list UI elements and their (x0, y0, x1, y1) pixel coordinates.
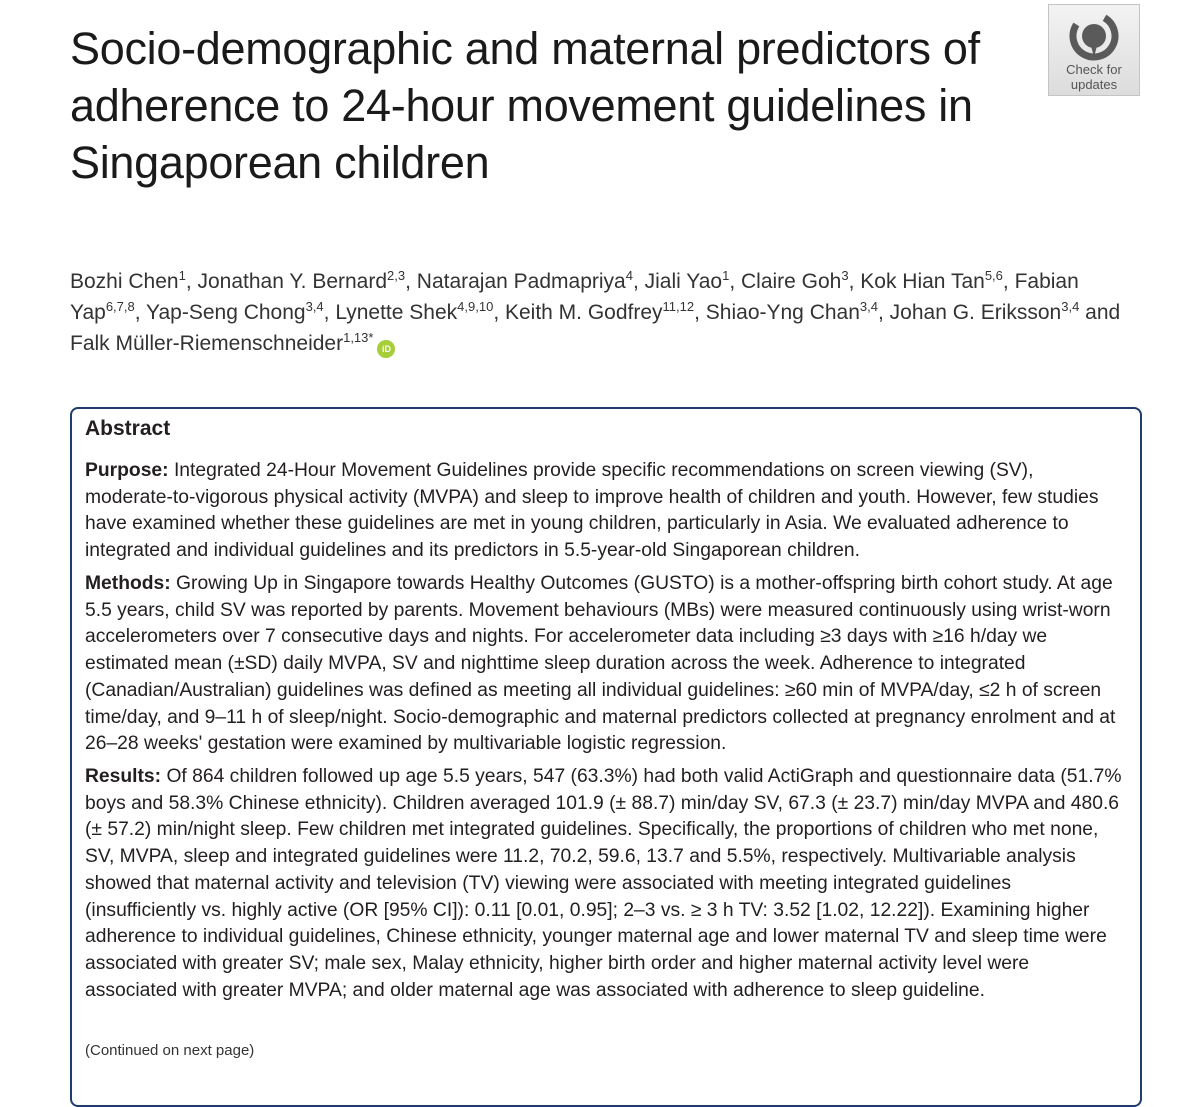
check-for-updates-icon (1069, 11, 1119, 61)
author-name: Bozhi Chen (70, 270, 179, 293)
author-affiliation: 4,9,10 (457, 299, 494, 314)
abstract-purpose (85, 458, 1125, 565)
badge-line-1: Check for (1066, 62, 1122, 77)
abstract-results (85, 764, 1125, 1004)
check-for-updates-button[interactable] (1048, 4, 1140, 96)
purpose-text: Integrated 24-Hour Movement Guidelines provide specific recommendations on screen viewing (SV), moderate-to-vigorous physical activity (MVPA) and sleep to improve health of children and youth. However, few studies have examined whether these guidelines are met in young children, particularly in Asia. We evaluated adherence to integrated and individual guidelines and its predictors in 5.5-year-old Singaporean children. (85, 460, 1099, 562)
paper-title: Socio-demographic and maternal predictors of adherence to 24-hour movement guidelines in Singaporean children (70, 23, 980, 188)
author-affiliation: 3 (841, 268, 849, 283)
abstract-heading: Abstract (85, 417, 171, 440)
author-affiliation: 3,4 (305, 299, 324, 314)
orcid-icon[interactable]: iD (377, 340, 395, 358)
author-and: and (1079, 301, 1121, 324)
methods-label: Methods: (85, 573, 171, 594)
author-name: Keith M. Godfrey (504, 301, 663, 324)
purpose-label: Purpose: (85, 460, 169, 481)
author-affiliation: 6,7,8 (105, 299, 135, 314)
author-affiliation: 1,13* (343, 330, 374, 345)
author-name: Johan G. Eriksson (889, 301, 1062, 324)
author-affiliation: 5,6 (984, 268, 1003, 283)
author-affiliation: 11,12 (662, 299, 695, 314)
author-name: Fabian Yap (70, 270, 1079, 324)
results-text: Of 864 children followed up age 5.5 years, 547 (63.3%) had both valid ActiGraph and questionnaire data (51.7% boys and 58.3% Chinese ethnicity). Children averaged 101.9 (± 88.7) min/day SV, 67.3 (± 23.7) min/day MVPA and 480.6 (± 57.2) min/night sleep. Few children met integrated guidelines. Specifically, the proportions of children who met none, SV, MVPA, sleep and integrated guidelines were 11.2, 70.2, 59.6, 13.7 and 5.5%, respectively. Multivariable analysis showed that maternal activity and television (TV) viewing were associated with meeting integrated guidelines (insufficiently vs. highly active (OR [95% CI]): 0.11 [0.01, 0.95]; 2–3 vs. ≥ 3 h TV: 3.52 [1.02, 12.22]). Examining higher adherence to individual guidelines, Chinese ethnicity, younger maternal age and lower maternal TV and sleep time were associated with greater SV; male sex, Malay ethnicity, higher birth order and higher maternal activity level were associated with greater MVPA; and older maternal age was associated with adherence to sleep guideline. (85, 766, 1122, 1001)
results-label: Results: (85, 766, 162, 787)
author-name: Claire Goh (740, 270, 842, 293)
abstract-methods (85, 571, 1125, 758)
badge-line-2: updates (1070, 77, 1118, 92)
author-affiliation: 4 (625, 268, 633, 283)
author-affiliation: 2,3 (387, 268, 406, 283)
author-name: Jonathan Y. Bernard (197, 270, 388, 293)
author-list: Bozhi Chen$^1$, Jonathan Y. Bernard$^{2,3}$, Natarajan Padmapriya$^4$, Jiali Yao$^1$, Claire Goh$^3$, Kok Hian Tan$^{5,6}$, Fabian Yap$^{6,7,8}$, Yap-Seng Chong$^{3,4}$, Lynette Shek$^{4,9,10}$, Keith M. Godfrey$^{11,12}$, Shiao-Yng Chan$^{3,4}$, Johan G. Eriksson$^{3,4}$ and Falk Müller-Riemenschneider$^{1,13*}$iD (70, 266, 1150, 359)
author-affiliation: 1 (722, 268, 730, 283)
methods-text: Growing Up in Singapore towards Healthy Outcomes (GUSTO) is a mother-offspring birth cohort study. At age 5.5 years, child SV was reported by parents. Movement behaviours (MBs) were measured continuously using wrist-worn accelerometers over 7 consecutive days and nights. For accelerometer data including ≥3 days with ≥16 h/day we estimated mean (±SD) daily MVPA, SV and nighttime sleep duration across the week. Adherence to integrated (Canadian/Australian) guidelines was defined as meeting all individual guidelines: ≥60 min of MVPA/day, ≤2 h of screen time/day, and 9–11 h of sleep/night. Socio-demographic and maternal predictors collected at pregnancy enrolment and at 26–28 weeks' gestation were examined by multivariable logistic regression. (85, 573, 1116, 755)
author-name: Yap-Seng Chong (146, 301, 306, 324)
author-name: Jiali Yao (644, 270, 723, 293)
author-affiliation: 1 (178, 268, 186, 283)
continued-note: (Continued on next page) (85, 1042, 255, 1059)
author-name: Falk Müller-Riemenschneider (70, 332, 344, 355)
author-name: Shiao-Yng Chan (705, 301, 860, 324)
author-affiliation: 3,4 (1061, 299, 1080, 314)
author-name: Lynette Shek (335, 301, 458, 324)
author-name: Kok Hian Tan (860, 270, 985, 293)
author-affiliation: 3,4 (859, 299, 878, 314)
author-name: Natarajan Padmapriya (416, 270, 626, 293)
